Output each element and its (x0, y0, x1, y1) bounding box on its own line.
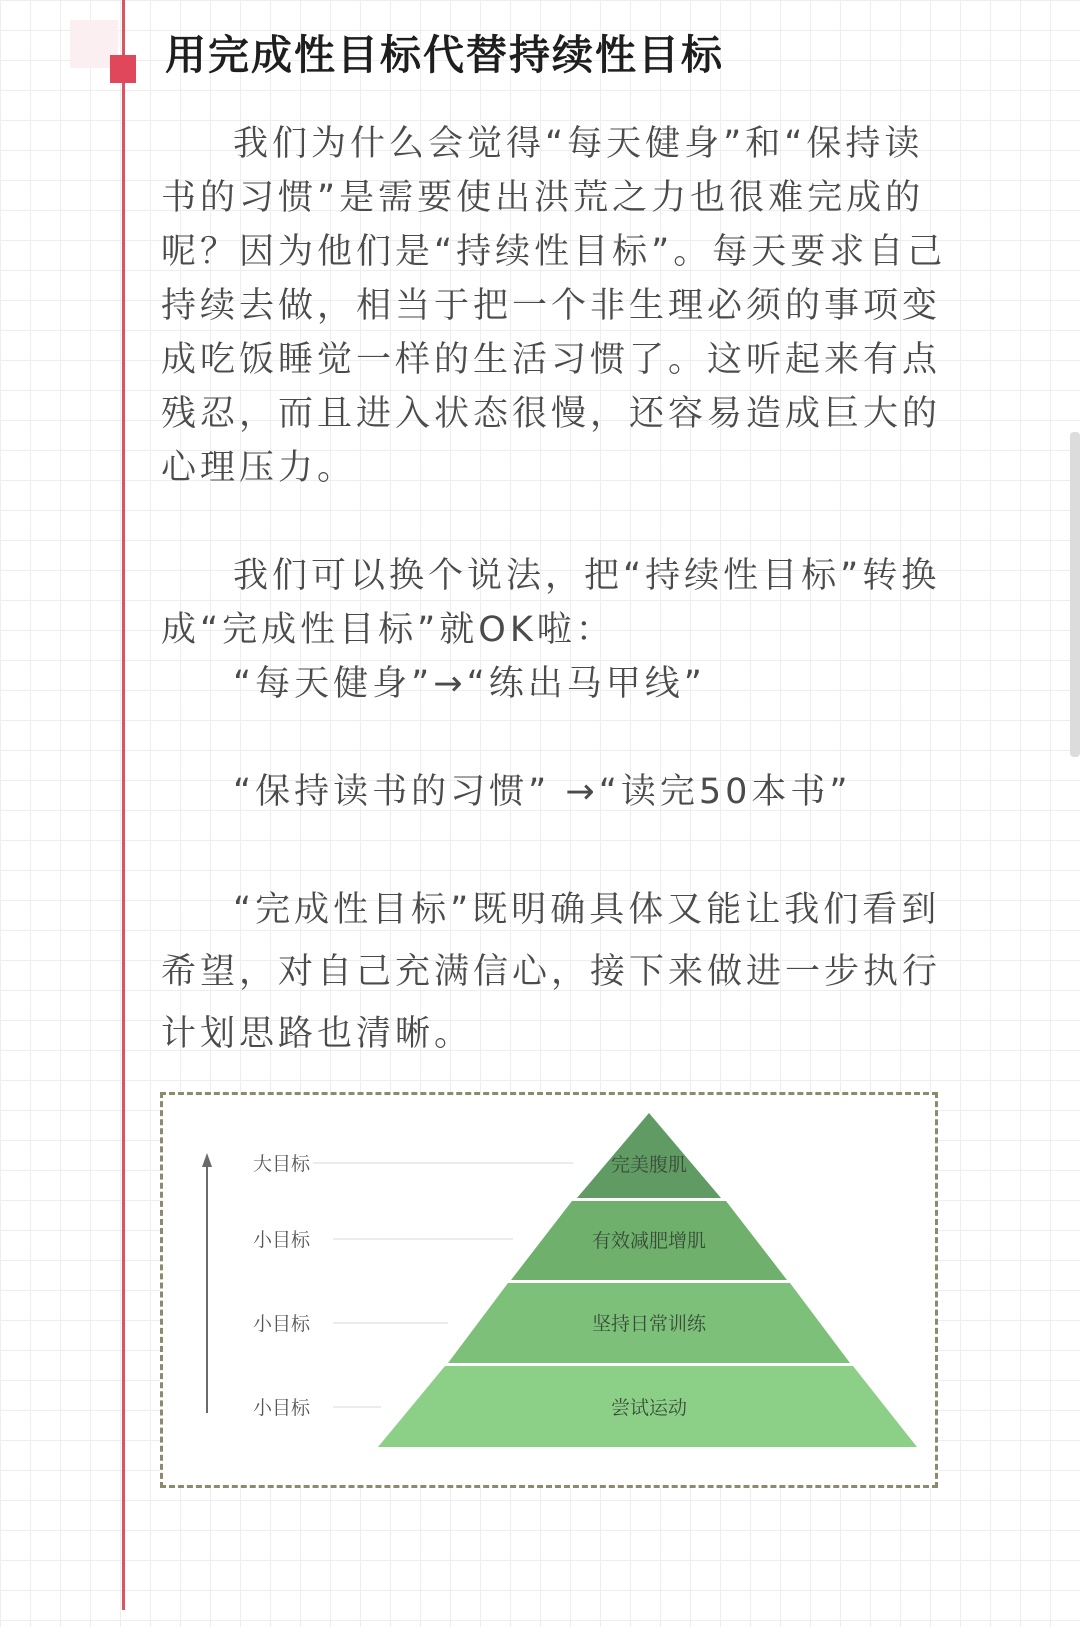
tier-label: 有效减肥增肌 (591, 1230, 707, 1252)
tier-label: 完美腹肌 (610, 1154, 688, 1176)
paragraph-reframe: 我们可以换个说法，把“持续性目标”转换成“完成性目标”就OK啦： (161, 556, 941, 650)
page-title: 用完成性目标代替持续性目标 (165, 31, 724, 79)
level-label: 小目标 (253, 1229, 311, 1251)
paragraph-persistent-goals: 我们为什么会觉得“每天健身”和“保持读书的习惯”是需要使出洪荒之力也很难完成的呢？因为他们是“持续性目标”。每天要求自己持续去做，相当于把一个非生理必须的事项变成吃饭睡觉一样的生活习惯了。这听起来有点残忍，而且进入状态很慢，还容易造成巨大的心理压力。 (161, 124, 947, 488)
corner-mark (110, 55, 136, 83)
level-label: 小目标 (253, 1397, 311, 1419)
goal-pyramid (163, 1095, 935, 1485)
example-reading: “保持读书的习惯” →“读完50本书” (233, 772, 852, 812)
tier-label: 坚持日常训练 (591, 1313, 707, 1335)
margin-line (122, 0, 125, 1610)
goal-pyramid-figure (160, 1092, 938, 1488)
paragraph-completion-goals: “完成性目标”既明确具体又能让我们看到希望，对自己充满信心，接下来做进一步执行计划思路也清晰。 (161, 890, 942, 1054)
arrow-up-icon (202, 1153, 212, 1167)
example-fitness: “每天健身”→“练出马甲线” (233, 664, 706, 704)
scrollbar[interactable] (1070, 432, 1080, 757)
level-label: 小目标 (253, 1313, 311, 1335)
level-label: 大目标 (253, 1153, 311, 1175)
tier-label: 尝试运动 (610, 1397, 688, 1419)
